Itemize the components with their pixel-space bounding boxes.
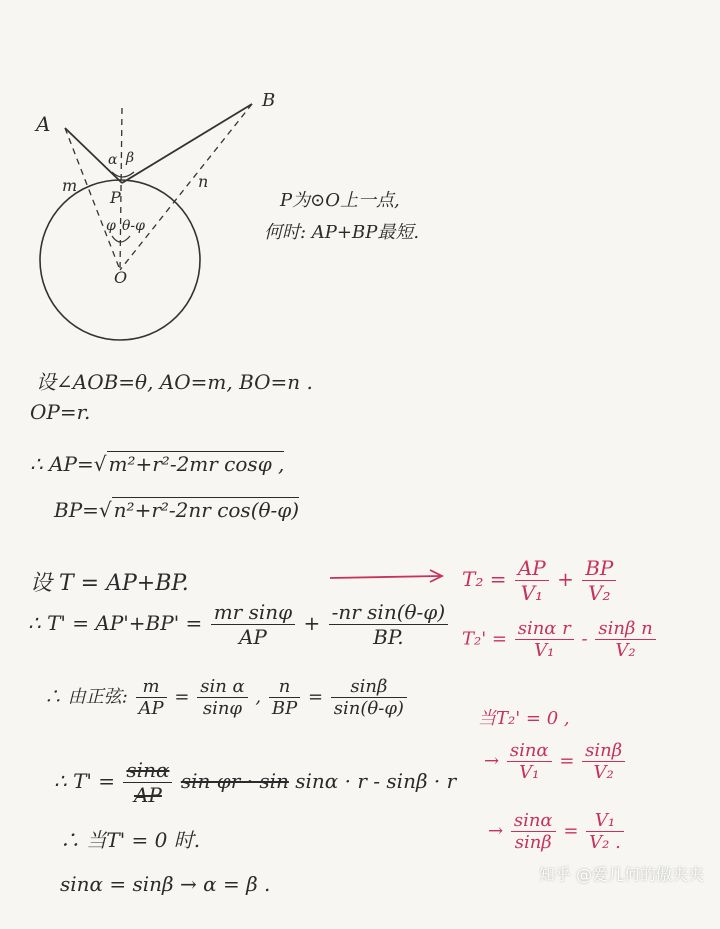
t2p-frac-2 bbox=[595, 618, 655, 661]
frac-den: BP. bbox=[329, 624, 449, 649]
t2-frac-2 bbox=[582, 556, 616, 605]
label-m: m bbox=[62, 176, 78, 195]
conclusion-line: sinα = sinβ → α = β . bbox=[60, 872, 271, 896]
t2-line bbox=[462, 556, 618, 605]
sine-rule-prefix: ∴ 由正弦: bbox=[44, 686, 128, 708]
frac-num: BP bbox=[585, 556, 614, 580]
frac-den: V₁ bbox=[515, 580, 549, 605]
equals-sign: = bbox=[563, 820, 579, 842]
frac-den: AP bbox=[136, 697, 167, 719]
frac-num: sinα bbox=[126, 758, 170, 782]
frac-num: AP bbox=[517, 556, 546, 580]
problem-line-2: 何时: AP+BP最短. bbox=[264, 222, 420, 243]
frac-den: V₂ . bbox=[586, 831, 624, 853]
frac-num: sinα bbox=[509, 740, 549, 761]
t-definition: 设 T = AP+BP. bbox=[30, 571, 189, 596]
plus-sign: + bbox=[557, 567, 574, 591]
label-beta: β bbox=[126, 150, 135, 166]
frac-num: V₁ bbox=[594, 810, 616, 831]
arrow-icon: → bbox=[488, 820, 504, 842]
ap-prefix: ∴ AP= bbox=[30, 452, 94, 476]
frac-den: BP bbox=[269, 697, 300, 719]
plus-sign: + bbox=[303, 611, 321, 635]
comma: , bbox=[255, 686, 262, 708]
t2-prime-line bbox=[462, 618, 658, 661]
res2-frac-2 bbox=[586, 810, 624, 853]
equals-sign: = bbox=[174, 686, 190, 708]
res1-frac-1 bbox=[507, 740, 552, 783]
label-phi: φ bbox=[106, 218, 116, 234]
frac-den: V₁ bbox=[515, 639, 574, 661]
frac-den: sinβ bbox=[511, 831, 556, 853]
frac-num: m bbox=[142, 676, 160, 697]
t2-prefix: T₂ = bbox=[462, 567, 507, 591]
watermark: 知乎 @爱几何的傲夹夹 bbox=[538, 865, 704, 884]
bp-prefix: BP= bbox=[54, 498, 99, 522]
label-b: B bbox=[262, 90, 276, 111]
frac-num: sinβ n bbox=[598, 618, 653, 639]
t2-frac-1 bbox=[515, 556, 549, 605]
frac-num: mr sinφ bbox=[213, 600, 293, 624]
equals-sign: = bbox=[307, 686, 324, 708]
frac-num: sinβ bbox=[585, 740, 623, 761]
problem-line-1: P为⊙O上一点, bbox=[280, 190, 400, 211]
ap-root: m²+r²-2mr cosφ , bbox=[108, 452, 285, 476]
label-a: A bbox=[36, 112, 51, 136]
setup-line-1: 设∠AOB=θ, AO=m, BO=n . bbox=[36, 370, 313, 394]
label-o: O bbox=[114, 268, 128, 287]
t2-prime-prefix: T₂' = bbox=[462, 628, 507, 650]
t-prime-result: sinα · r - sinβ · r bbox=[295, 769, 457, 793]
t2p-frac-1 bbox=[515, 618, 574, 661]
red-result-2 bbox=[488, 810, 626, 853]
t-prime-prefix: ∴ T' = bbox=[54, 769, 116, 793]
label-p: P bbox=[110, 188, 121, 207]
frac-den: AP bbox=[211, 624, 295, 649]
frac-den: sinφ bbox=[197, 697, 247, 719]
derivative-prefix: ∴ T' = AP'+BP' = bbox=[28, 611, 203, 635]
when-zero-line: ∴ 当T' = 0 时. bbox=[60, 828, 201, 852]
label-theta-phi: θ-φ bbox=[122, 218, 145, 234]
bp-root: n²+r²-2nr cos(θ-φ) bbox=[113, 498, 300, 522]
frac-den: V₂ bbox=[582, 761, 625, 783]
label-alpha: α bbox=[108, 152, 118, 168]
minus-sign: - bbox=[581, 628, 588, 650]
res1-frac-2 bbox=[582, 740, 625, 783]
sqrt-icon: √ bbox=[98, 498, 112, 522]
red-when-line: 当T₂' = 0 , bbox=[478, 708, 570, 729]
frac-num: sin α bbox=[200, 676, 245, 697]
frac-den: V₁ bbox=[507, 761, 552, 783]
struck-text: sin φr · sin bbox=[180, 769, 289, 793]
res2-frac-1 bbox=[511, 810, 556, 853]
sqrt-icon: √ bbox=[93, 452, 107, 476]
equals-sign: = bbox=[559, 750, 575, 772]
frac-num: sinα bbox=[513, 810, 553, 831]
frac-den: V₂ bbox=[582, 580, 616, 605]
frac-num: n bbox=[278, 676, 291, 697]
setup-line-2: OP=r. bbox=[30, 400, 91, 424]
arrow-icon: → bbox=[484, 750, 500, 772]
frac-num: sinβ bbox=[350, 676, 388, 697]
red-result-1 bbox=[484, 740, 627, 783]
frac-den: V₂ bbox=[595, 639, 655, 661]
frac-den: sin(θ-φ) bbox=[331, 697, 407, 719]
red-arrow-line bbox=[330, 576, 440, 578]
frac-num: -nr sin(θ-φ) bbox=[331, 600, 446, 624]
frac-num: sinα r bbox=[517, 618, 571, 639]
frac-den: AP bbox=[123, 782, 172, 807]
label-n: n bbox=[198, 172, 209, 191]
